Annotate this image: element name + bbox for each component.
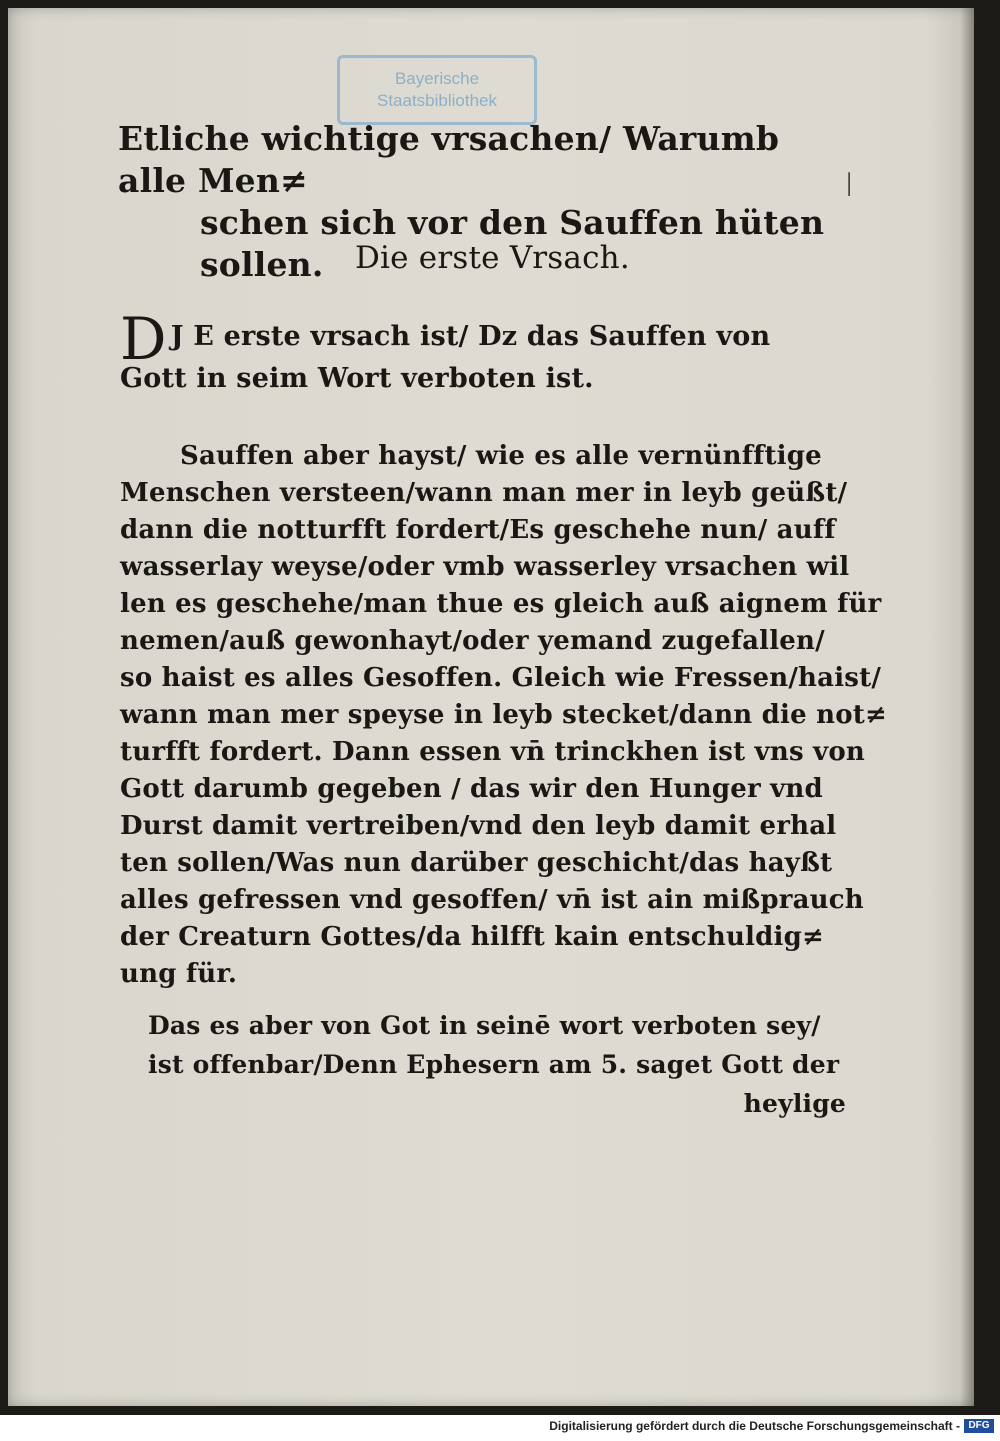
paragraph-2-line: Gott darumb gegeben / das wir den Hunger vnd: [120, 774, 823, 804]
paragraph-2-line: Menschen versteen/wann man mer in leyb geüßt/: [120, 478, 848, 508]
paragraph-2-line: len es geschehe/man thue es gleich auß aignem für: [120, 589, 882, 619]
paragraph-2: [120, 438, 887, 993]
catchword: heylige: [743, 1089, 846, 1118]
footer-bar: [0, 1415, 1000, 1441]
paragraph-3-line-2: ist offenbar/Denn Ephesern am 5. saget Gott der: [148, 1050, 840, 1079]
paragraph-2-line: alles gefressen vnd gesoffen/ vn̄ ist ain mißprauch: [120, 885, 864, 915]
initial-letter: D: [120, 305, 167, 373]
paragraph-1-line-2: Gott in seim Wort verboten ist.: [120, 363, 594, 394]
paragraph-2-line: wasserlay weyse/oder vmb wasserley vrsachen wil: [120, 552, 850, 582]
section-title: Die erste Vrsach.: [355, 240, 630, 276]
paragraph-2-line: dann die notturfft fordert/Es geschehe nun/ auff: [120, 515, 836, 545]
paragraph-2-line: wann man mer speyse in leyb stecket/dann die not≠: [120, 700, 887, 730]
paragraph-3-line-1: Das es aber von Got in seinē wort verboten sey/: [148, 1011, 821, 1040]
paragraph-2-line: nemen/auß gewonhayt/oder yemand zugefallen/: [120, 626, 825, 656]
paragraph-2-line: Sauffen aber hayst/ wie es alle vernünfftige: [180, 441, 822, 471]
dfg-logo: DFG: [964, 1419, 994, 1433]
paragraph-2-line: der Creaturn Gottes/da hilfft kain entschuldig≠: [120, 922, 824, 952]
paragraph-1: [120, 305, 850, 398]
funding-credit: Digitalisierung gefördert durch die Deutsche Forschungsgemeinschaft -: [549, 1419, 960, 1433]
paragraph-1-line-1-text: J E erste vrsach ist/ Dz das Sauffen von: [170, 321, 771, 352]
paragraph-2-line: ten sollen/Was nun darüber geschicht/das hayßt: [120, 848, 833, 878]
page-edge-shadow: [960, 8, 974, 1406]
paragraph-2-line: ung für.: [120, 959, 238, 989]
paragraph-2-line: so haist es alles Gesoffen. Gleich wie Fressen/haist/: [120, 663, 882, 693]
heading-line-2: schen sich vor den Sauffen hüten sollen.: [200, 203, 825, 284]
library-stamp: [337, 55, 537, 125]
heading-line-1: Etliche wichtige vrsachen/ Warumb alle Men≠: [118, 119, 780, 200]
paragraph-1-line-1: [120, 305, 850, 373]
paragraph-3: [148, 1006, 848, 1123]
margin-mark: │: [843, 172, 856, 196]
paragraph-2-line: Durst damit vertreiben/vnd den leyb damit erhal: [120, 811, 837, 841]
paragraph-2-line: turfft fordert. Dann essen vn̄ trinckhen ist vns von: [120, 737, 865, 767]
stamp-line-2: Staatsbibliothek: [376, 91, 498, 110]
stamp-line-1: Bayerische: [394, 69, 480, 88]
